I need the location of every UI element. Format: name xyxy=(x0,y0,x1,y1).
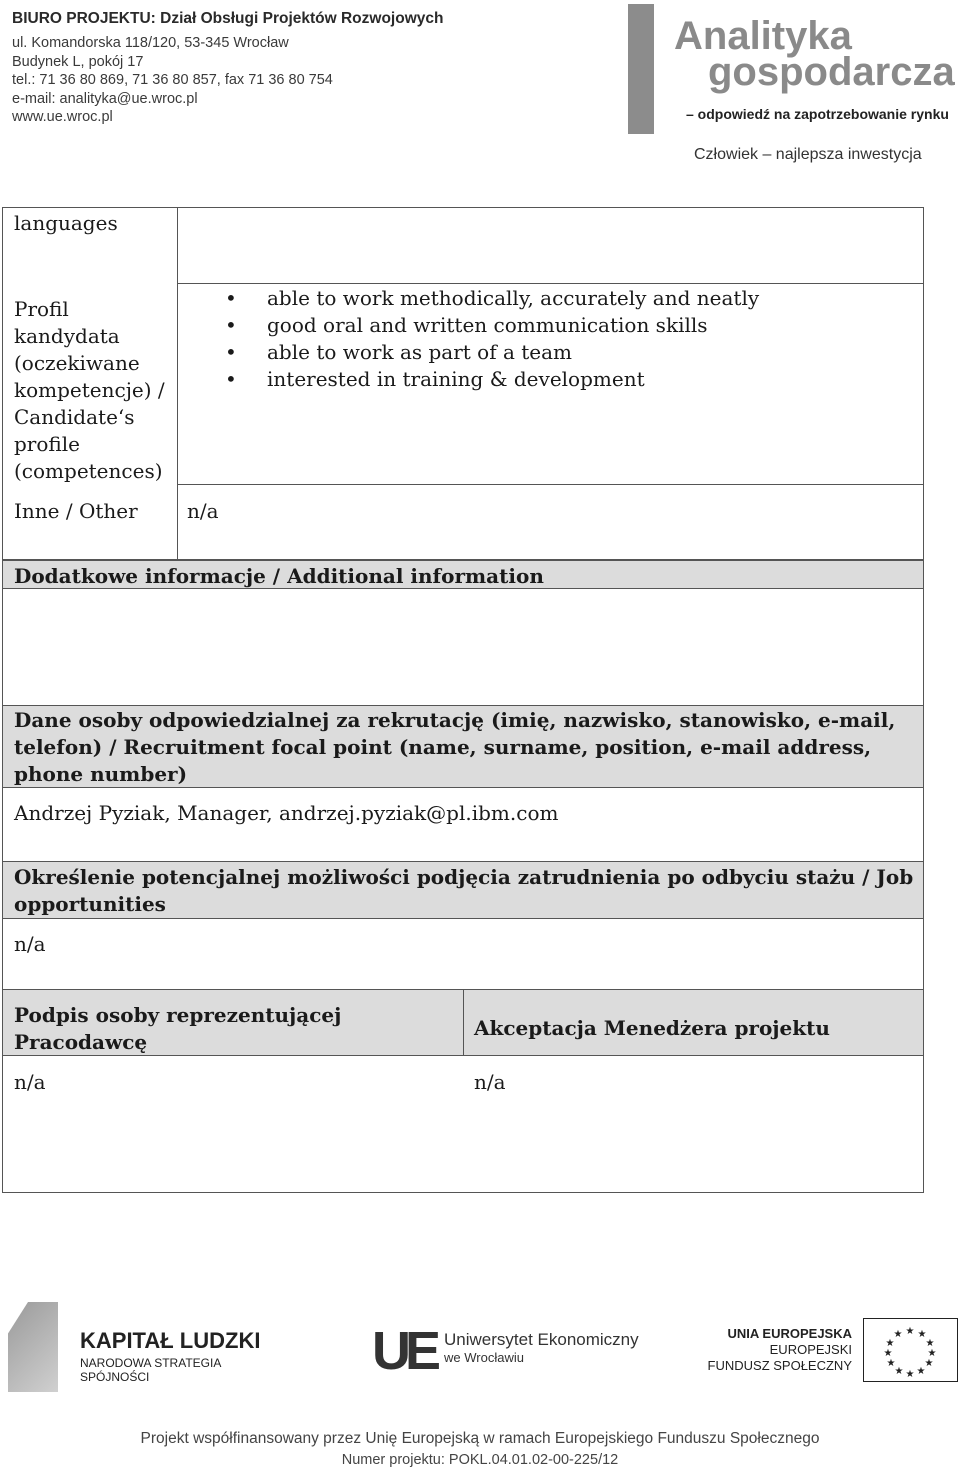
kapital-ludzki-logo xyxy=(2,1300,292,1395)
row-divider xyxy=(3,918,923,919)
logo-word-2: gospodarcza xyxy=(708,50,955,94)
profile-label: Profil kandydata (oczekiwane kompetencje) / Candidate‘s profile (competences) xyxy=(14,297,165,483)
acceptance-heading: Akceptacja Menedżera projektu xyxy=(474,1016,830,1040)
other-value: n/a xyxy=(187,499,219,523)
ue-monogram: UE xyxy=(372,1321,436,1381)
languages-label: languages xyxy=(14,211,118,235)
other-label: Inne / Other xyxy=(14,499,138,523)
university-logo xyxy=(372,1322,642,1382)
letterhead-contact xyxy=(12,10,443,127)
website-line: www.ue.wroc.pl xyxy=(12,109,113,125)
additional-info-table xyxy=(2,560,924,706)
svg-text:★: ★ xyxy=(893,1329,903,1340)
svg-text:★: ★ xyxy=(905,1326,915,1337)
column-divider xyxy=(463,990,464,1055)
eu-line-3: FUNDUSZ SPOŁECZNY xyxy=(707,1358,852,1373)
contact-value: Andrzej Pyziak, Manager, andrzej.pyziak@pl.ibm.com xyxy=(14,801,559,825)
project-number: Numer projektu: POKL.04.01.02-00-225/12 xyxy=(341,1452,619,1468)
row-divider xyxy=(177,484,923,485)
office-name: BIURO PROJEKTU: Dział Obsługi Projektów Rozwojowych xyxy=(12,10,444,27)
tagline: Człowiek – najlepsza inwestycja xyxy=(694,146,922,163)
svg-text:★: ★ xyxy=(927,1348,937,1359)
candidate-table xyxy=(2,207,924,560)
contact-table xyxy=(2,705,924,862)
logo-bar xyxy=(628,4,654,134)
job-heading: Określenie potencjalnej możliwości podjęcia zatrudnienia po odbyciu stażu / Job opportunities xyxy=(14,865,914,916)
svg-text:★: ★ xyxy=(886,1358,896,1369)
star-icon xyxy=(8,1302,58,1392)
row-divider xyxy=(177,283,923,284)
svg-text:★: ★ xyxy=(883,1348,893,1359)
job-value: n/a xyxy=(14,932,46,956)
list-item: • able to work as part of a team xyxy=(225,339,915,366)
eu-fund-logo xyxy=(707,1318,960,1388)
project-logo xyxy=(628,4,958,134)
acceptance-value: n/a xyxy=(474,1070,506,1094)
logo-word-1: Analityka xyxy=(674,14,852,58)
signature-table xyxy=(2,989,924,1193)
eu-flag-icon xyxy=(863,1318,958,1382)
list-item: • able to work methodically, accurately and neatly xyxy=(225,285,915,312)
kl-subtitle: NARODOWA STRATEGIA SPÓJNOŚCI xyxy=(80,1356,221,1384)
logo-subtitle: – odpowiedź na zapotrzebowanie rynku xyxy=(686,106,949,122)
university-name: Uniwersytet Ekonomiczny xyxy=(444,1330,639,1349)
signature-heading: Podpis osoby reprezentującej Pracodawcę xyxy=(14,1003,342,1054)
list-item: • good oral and written communication skills xyxy=(225,312,915,339)
svg-text:★: ★ xyxy=(917,1329,927,1340)
svg-text:★: ★ xyxy=(916,1366,926,1377)
eu-line-2: EUROPEJSKI xyxy=(769,1342,852,1357)
svg-text:★: ★ xyxy=(924,1358,934,1369)
phone-line: tel.: 71 36 80 869, 71 36 80 857, fax 71 36 80 754 xyxy=(12,72,333,88)
additional-heading: Dodatkowe informacje / Additional information xyxy=(14,564,544,588)
eu-line-1: UNIA EUROPEJSKA xyxy=(727,1326,852,1341)
address-line: Budynek L, pokój 17 xyxy=(12,53,144,70)
svg-text:★: ★ xyxy=(925,1338,935,1349)
university-city: we Wrocławiu xyxy=(444,1350,524,1365)
job-table xyxy=(2,861,924,990)
kl-title: KAPITAŁ LUDZKI xyxy=(80,1328,261,1353)
competences-list xyxy=(225,285,915,393)
address-line: ul. Komandorska 118/120, 53-345 Wrocław xyxy=(12,35,289,51)
svg-text:★: ★ xyxy=(885,1338,895,1349)
cofinancing-statement: Projekt współfinansowany przez Unię Europejską w ramach Europejskiego Funduszu Społecznego xyxy=(140,1430,820,1447)
svg-text:★: ★ xyxy=(905,1369,915,1380)
email-line: e-mail: analityka@ue.wroc.pl xyxy=(12,90,198,107)
contact-heading: Dane osoby odpowiedzialnej za rekrutację (imię, nazwisko, stanowisko, e-mail, telefon) / Recruitment focal point (name, surname, position, e-mail address, phone number) xyxy=(14,708,896,786)
svg-text:★: ★ xyxy=(894,1366,904,1377)
column-divider xyxy=(177,208,178,559)
list-item: • interested in training & development xyxy=(225,366,915,393)
signature-value: n/a xyxy=(14,1070,46,1094)
